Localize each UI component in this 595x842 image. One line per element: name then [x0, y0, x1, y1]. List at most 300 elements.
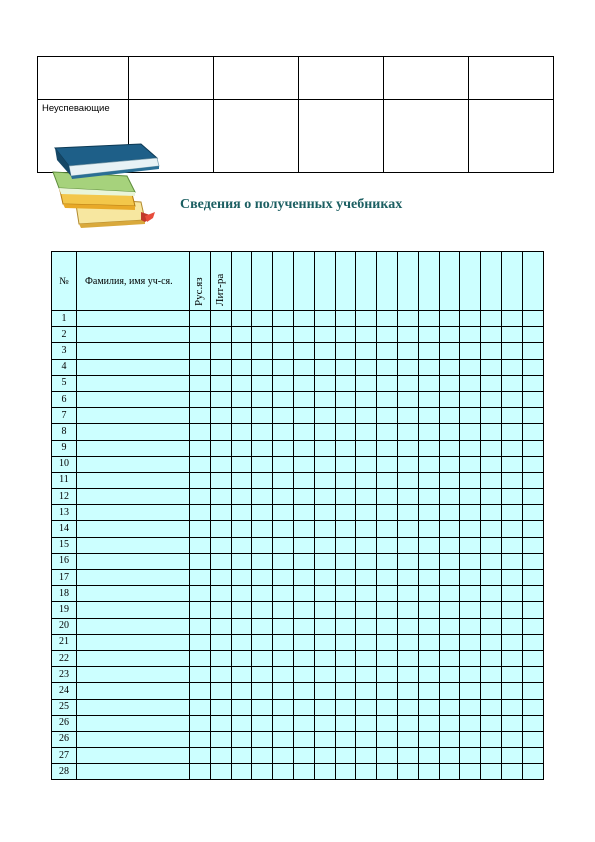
textbook-mark-cell[interactable] [481, 375, 502, 391]
student-name-cell[interactable] [77, 327, 190, 343]
textbook-mark-cell[interactable] [252, 311, 273, 327]
textbook-mark-cell[interactable] [314, 634, 335, 650]
textbook-mark-cell[interactable] [377, 586, 398, 602]
textbook-mark-cell[interactable] [210, 731, 231, 747]
textbook-mark-cell[interactable] [293, 505, 314, 521]
textbook-mark-cell[interactable] [273, 553, 294, 569]
textbook-mark-cell[interactable] [252, 375, 273, 391]
textbook-mark-cell[interactable] [252, 424, 273, 440]
textbook-mark-cell[interactable] [210, 327, 231, 343]
textbook-mark-cell[interactable] [273, 537, 294, 553]
textbook-mark-cell[interactable] [335, 505, 356, 521]
student-name-cell[interactable] [77, 683, 190, 699]
textbook-mark-cell[interactable] [210, 618, 231, 634]
textbook-mark-cell[interactable] [460, 440, 481, 456]
student-name-cell[interactable] [77, 764, 190, 780]
textbook-mark-cell[interactable] [501, 440, 522, 456]
textbook-mark-cell[interactable] [377, 764, 398, 780]
textbook-mark-cell[interactable] [273, 505, 294, 521]
textbook-mark-cell[interactable] [231, 667, 252, 683]
student-name-cell[interactable] [77, 553, 190, 569]
textbook-mark-cell[interactable] [335, 748, 356, 764]
textbook-mark-cell[interactable] [190, 472, 211, 488]
textbook-mark-cell[interactable] [501, 570, 522, 586]
textbook-mark-cell[interactable] [252, 570, 273, 586]
textbook-mark-cell[interactable] [439, 650, 460, 666]
textbook-mark-cell[interactable] [501, 375, 522, 391]
textbook-mark-cell[interactable] [273, 618, 294, 634]
textbook-mark-cell[interactable] [252, 715, 273, 731]
textbook-mark-cell[interactable] [231, 731, 252, 747]
textbook-mark-cell[interactable] [335, 553, 356, 569]
textbook-mark-cell[interactable] [252, 505, 273, 521]
textbook-mark-cell[interactable] [231, 764, 252, 780]
textbook-mark-cell[interactable] [190, 489, 211, 505]
textbook-mark-cell[interactable] [397, 683, 418, 699]
textbook-mark-cell[interactable] [439, 440, 460, 456]
textbook-mark-cell[interactable] [293, 683, 314, 699]
student-name-cell[interactable] [77, 634, 190, 650]
textbook-mark-cell[interactable] [190, 764, 211, 780]
textbook-mark-cell[interactable] [293, 521, 314, 537]
textbook-mark-cell[interactable] [210, 715, 231, 731]
textbook-mark-cell[interactable] [231, 375, 252, 391]
textbook-mark-cell[interactable] [210, 505, 231, 521]
textbook-mark-cell[interactable] [252, 602, 273, 618]
textbook-mark-cell[interactable] [460, 505, 481, 521]
textbook-mark-cell[interactable] [397, 327, 418, 343]
textbook-mark-cell[interactable] [335, 650, 356, 666]
textbook-mark-cell[interactable] [231, 391, 252, 407]
textbook-mark-cell[interactable] [252, 391, 273, 407]
textbook-mark-cell[interactable] [210, 456, 231, 472]
textbook-mark-cell[interactable] [377, 748, 398, 764]
student-name-cell[interactable] [77, 311, 190, 327]
textbook-mark-cell[interactable] [439, 537, 460, 553]
textbook-mark-cell[interactable] [210, 764, 231, 780]
textbook-mark-cell[interactable] [252, 456, 273, 472]
textbook-mark-cell[interactable] [460, 391, 481, 407]
textbook-mark-cell[interactable] [273, 343, 294, 359]
textbook-mark-cell[interactable] [231, 521, 252, 537]
textbook-mark-cell[interactable] [418, 391, 439, 407]
textbook-mark-cell[interactable] [439, 667, 460, 683]
textbook-mark-cell[interactable] [481, 391, 502, 407]
textbook-mark-cell[interactable] [293, 343, 314, 359]
textbook-mark-cell[interactable] [293, 456, 314, 472]
textbook-mark-cell[interactable] [377, 618, 398, 634]
textbook-mark-cell[interactable] [231, 602, 252, 618]
textbook-mark-cell[interactable] [314, 343, 335, 359]
textbook-mark-cell[interactable] [252, 731, 273, 747]
textbook-mark-cell[interactable] [356, 748, 377, 764]
textbook-mark-cell[interactable] [273, 683, 294, 699]
textbook-mark-cell[interactable] [439, 618, 460, 634]
textbook-mark-cell[interactable] [252, 440, 273, 456]
textbook-mark-cell[interactable] [190, 715, 211, 731]
textbook-mark-cell[interactable] [418, 731, 439, 747]
textbook-mark-cell[interactable] [377, 505, 398, 521]
textbook-mark-cell[interactable] [252, 748, 273, 764]
textbook-mark-cell[interactable] [501, 391, 522, 407]
textbook-mark-cell[interactable] [314, 537, 335, 553]
textbook-mark-cell[interactable] [356, 634, 377, 650]
textbook-mark-cell[interactable] [314, 440, 335, 456]
textbook-mark-cell[interactable] [314, 553, 335, 569]
textbook-mark-cell[interactable] [273, 731, 294, 747]
textbook-mark-cell[interactable] [481, 408, 502, 424]
textbook-mark-cell[interactable] [314, 731, 335, 747]
textbook-mark-cell[interactable] [418, 537, 439, 553]
student-name-cell[interactable] [77, 408, 190, 424]
textbook-mark-cell[interactable] [210, 699, 231, 715]
textbook-mark-cell[interactable] [231, 586, 252, 602]
textbook-mark-cell[interactable] [335, 764, 356, 780]
textbook-mark-cell[interactable] [356, 715, 377, 731]
textbook-mark-cell[interactable] [397, 570, 418, 586]
textbook-mark-cell[interactable] [501, 359, 522, 375]
textbook-mark-cell[interactable] [439, 472, 460, 488]
textbook-mark-cell[interactable] [190, 699, 211, 715]
textbook-mark-cell[interactable] [314, 311, 335, 327]
textbook-mark-cell[interactable] [335, 634, 356, 650]
textbook-mark-cell[interactable] [397, 715, 418, 731]
textbook-mark-cell[interactable] [314, 489, 335, 505]
textbook-mark-cell[interactable] [335, 359, 356, 375]
textbook-mark-cell[interactable] [293, 699, 314, 715]
textbook-mark-cell[interactable] [418, 699, 439, 715]
textbook-mark-cell[interactable] [501, 311, 522, 327]
textbook-mark-cell[interactable] [252, 699, 273, 715]
textbook-mark-cell[interactable] [460, 683, 481, 699]
textbook-mark-cell[interactable] [210, 311, 231, 327]
textbook-mark-cell[interactable] [210, 537, 231, 553]
textbook-mark-cell[interactable] [522, 731, 543, 747]
student-name-cell[interactable] [77, 489, 190, 505]
textbook-mark-cell[interactable] [460, 650, 481, 666]
textbook-mark-cell[interactable] [377, 731, 398, 747]
textbook-mark-cell[interactable] [273, 570, 294, 586]
textbook-mark-cell[interactable] [356, 311, 377, 327]
textbook-mark-cell[interactable] [522, 667, 543, 683]
textbook-mark-cell[interactable] [522, 748, 543, 764]
textbook-mark-cell[interactable] [501, 715, 522, 731]
textbook-mark-cell[interactable] [356, 586, 377, 602]
textbook-mark-cell[interactable] [397, 472, 418, 488]
textbook-mark-cell[interactable] [481, 327, 502, 343]
textbook-mark-cell[interactable] [481, 586, 502, 602]
textbook-mark-cell[interactable] [460, 521, 481, 537]
textbook-mark-cell[interactable] [522, 343, 543, 359]
textbook-mark-cell[interactable] [460, 764, 481, 780]
textbook-mark-cell[interactable] [501, 456, 522, 472]
textbook-mark-cell[interactable] [481, 311, 502, 327]
textbook-mark-cell[interactable] [522, 715, 543, 731]
textbook-mark-cell[interactable] [293, 375, 314, 391]
textbook-mark-cell[interactable] [439, 553, 460, 569]
textbook-mark-cell[interactable] [335, 699, 356, 715]
textbook-mark-cell[interactable] [522, 699, 543, 715]
textbook-mark-cell[interactable] [314, 650, 335, 666]
textbook-mark-cell[interactable] [481, 699, 502, 715]
textbook-mark-cell[interactable] [210, 440, 231, 456]
textbook-mark-cell[interactable] [377, 553, 398, 569]
textbook-mark-cell[interactable] [377, 327, 398, 343]
textbook-mark-cell[interactable] [397, 748, 418, 764]
textbook-mark-cell[interactable] [273, 311, 294, 327]
textbook-mark-cell[interactable] [252, 537, 273, 553]
textbook-mark-cell[interactable] [377, 408, 398, 424]
textbook-mark-cell[interactable] [314, 764, 335, 780]
textbook-mark-cell[interactable] [210, 586, 231, 602]
textbook-mark-cell[interactable] [501, 327, 522, 343]
textbook-mark-cell[interactable] [252, 489, 273, 505]
textbook-mark-cell[interactable] [418, 489, 439, 505]
textbook-mark-cell[interactable] [418, 683, 439, 699]
textbook-mark-cell[interactable] [190, 602, 211, 618]
student-name-cell[interactable] [77, 586, 190, 602]
textbook-mark-cell[interactable] [439, 699, 460, 715]
student-name-cell[interactable] [77, 537, 190, 553]
textbook-mark-cell[interactable] [397, 731, 418, 747]
textbook-mark-cell[interactable] [190, 343, 211, 359]
textbook-mark-cell[interactable] [335, 440, 356, 456]
textbook-mark-cell[interactable] [501, 505, 522, 521]
textbook-mark-cell[interactable] [377, 359, 398, 375]
textbook-mark-cell[interactable] [293, 537, 314, 553]
textbook-mark-cell[interactable] [210, 343, 231, 359]
textbook-mark-cell[interactable] [439, 391, 460, 407]
textbook-mark-cell[interactable] [481, 505, 502, 521]
textbook-mark-cell[interactable] [522, 586, 543, 602]
textbook-mark-cell[interactable] [501, 521, 522, 537]
textbook-mark-cell[interactable] [231, 359, 252, 375]
textbook-mark-cell[interactable] [335, 327, 356, 343]
textbook-mark-cell[interactable] [314, 748, 335, 764]
textbook-mark-cell[interactable] [356, 505, 377, 521]
textbook-mark-cell[interactable] [356, 456, 377, 472]
textbook-mark-cell[interactable] [522, 440, 543, 456]
textbook-mark-cell[interactable] [418, 634, 439, 650]
student-name-cell[interactable] [77, 650, 190, 666]
textbook-mark-cell[interactable] [231, 327, 252, 343]
textbook-mark-cell[interactable] [377, 391, 398, 407]
textbook-mark-cell[interactable] [481, 489, 502, 505]
textbook-mark-cell[interactable] [293, 748, 314, 764]
textbook-mark-cell[interactable] [190, 505, 211, 521]
textbook-mark-cell[interactable] [190, 731, 211, 747]
textbook-mark-cell[interactable] [501, 683, 522, 699]
textbook-mark-cell[interactable] [418, 343, 439, 359]
textbook-mark-cell[interactable] [356, 537, 377, 553]
textbook-mark-cell[interactable] [273, 472, 294, 488]
textbook-mark-cell[interactable] [314, 456, 335, 472]
textbook-mark-cell[interactable] [460, 472, 481, 488]
textbook-mark-cell[interactable] [356, 618, 377, 634]
textbook-mark-cell[interactable] [293, 311, 314, 327]
textbook-mark-cell[interactable] [397, 359, 418, 375]
textbook-mark-cell[interactable] [377, 667, 398, 683]
textbook-mark-cell[interactable] [377, 570, 398, 586]
textbook-mark-cell[interactable] [335, 570, 356, 586]
textbook-mark-cell[interactable] [231, 570, 252, 586]
textbook-mark-cell[interactable] [397, 553, 418, 569]
textbook-mark-cell[interactable] [481, 343, 502, 359]
textbook-mark-cell[interactable] [210, 472, 231, 488]
textbook-mark-cell[interactable] [522, 553, 543, 569]
textbook-mark-cell[interactable] [397, 602, 418, 618]
textbook-mark-cell[interactable] [190, 327, 211, 343]
textbook-mark-cell[interactable] [418, 440, 439, 456]
textbook-mark-cell[interactable] [397, 586, 418, 602]
textbook-mark-cell[interactable] [273, 667, 294, 683]
textbook-mark-cell[interactable] [481, 472, 502, 488]
textbook-mark-cell[interactable] [522, 359, 543, 375]
textbook-mark-cell[interactable] [418, 618, 439, 634]
textbook-mark-cell[interactable] [210, 424, 231, 440]
textbook-mark-cell[interactable] [439, 424, 460, 440]
textbook-mark-cell[interactable] [190, 650, 211, 666]
textbook-mark-cell[interactable] [252, 343, 273, 359]
textbook-mark-cell[interactable] [481, 748, 502, 764]
textbook-mark-cell[interactable] [481, 424, 502, 440]
textbook-mark-cell[interactable] [439, 489, 460, 505]
textbook-mark-cell[interactable] [231, 699, 252, 715]
textbook-mark-cell[interactable] [501, 586, 522, 602]
textbook-mark-cell[interactable] [210, 650, 231, 666]
textbook-mark-cell[interactable] [210, 521, 231, 537]
textbook-mark-cell[interactable] [335, 586, 356, 602]
textbook-mark-cell[interactable] [397, 618, 418, 634]
textbook-mark-cell[interactable] [210, 634, 231, 650]
textbook-mark-cell[interactable] [481, 521, 502, 537]
textbook-mark-cell[interactable] [439, 586, 460, 602]
textbook-mark-cell[interactable] [293, 650, 314, 666]
textbook-mark-cell[interactable] [418, 359, 439, 375]
textbook-mark-cell[interactable] [293, 472, 314, 488]
textbook-mark-cell[interactable] [335, 391, 356, 407]
textbook-mark-cell[interactable] [314, 715, 335, 731]
textbook-mark-cell[interactable] [190, 311, 211, 327]
textbook-mark-cell[interactable] [210, 570, 231, 586]
textbook-mark-cell[interactable] [522, 311, 543, 327]
textbook-mark-cell[interactable] [314, 570, 335, 586]
textbook-mark-cell[interactable] [314, 505, 335, 521]
textbook-mark-cell[interactable] [481, 553, 502, 569]
textbook-mark-cell[interactable] [377, 311, 398, 327]
textbook-mark-cell[interactable] [293, 553, 314, 569]
textbook-mark-cell[interactable] [273, 359, 294, 375]
textbook-mark-cell[interactable] [210, 683, 231, 699]
textbook-mark-cell[interactable] [397, 456, 418, 472]
textbook-mark-cell[interactable] [356, 408, 377, 424]
textbook-mark-cell[interactable] [418, 505, 439, 521]
textbook-mark-cell[interactable] [190, 586, 211, 602]
textbook-mark-cell[interactable] [418, 472, 439, 488]
textbook-mark-cell[interactable] [439, 570, 460, 586]
student-name-cell[interactable] [77, 440, 190, 456]
textbook-mark-cell[interactable] [501, 343, 522, 359]
textbook-mark-cell[interactable] [501, 731, 522, 747]
textbook-mark-cell[interactable] [460, 715, 481, 731]
textbook-mark-cell[interactable] [501, 472, 522, 488]
textbook-mark-cell[interactable] [460, 618, 481, 634]
student-name-cell[interactable] [77, 602, 190, 618]
textbook-mark-cell[interactable] [418, 586, 439, 602]
textbook-mark-cell[interactable] [293, 570, 314, 586]
textbook-mark-cell[interactable] [335, 375, 356, 391]
textbook-mark-cell[interactable] [377, 521, 398, 537]
textbook-mark-cell[interactable] [293, 586, 314, 602]
textbook-mark-cell[interactable] [231, 343, 252, 359]
textbook-mark-cell[interactable] [460, 570, 481, 586]
textbook-mark-cell[interactable] [439, 683, 460, 699]
textbook-mark-cell[interactable] [335, 602, 356, 618]
textbook-mark-cell[interactable] [335, 343, 356, 359]
textbook-mark-cell[interactable] [481, 764, 502, 780]
textbook-mark-cell[interactable] [273, 408, 294, 424]
textbook-mark-cell[interactable] [460, 343, 481, 359]
textbook-mark-cell[interactable] [231, 553, 252, 569]
student-name-cell[interactable] [77, 570, 190, 586]
textbook-mark-cell[interactable] [356, 375, 377, 391]
textbook-mark-cell[interactable] [377, 602, 398, 618]
textbook-mark-cell[interactable] [252, 764, 273, 780]
textbook-mark-cell[interactable] [439, 634, 460, 650]
textbook-mark-cell[interactable] [377, 440, 398, 456]
textbook-mark-cell[interactable] [293, 408, 314, 424]
textbook-mark-cell[interactable] [397, 489, 418, 505]
textbook-mark-cell[interactable] [314, 424, 335, 440]
textbook-mark-cell[interactable] [418, 424, 439, 440]
textbook-mark-cell[interactable] [418, 650, 439, 666]
textbook-mark-cell[interactable] [397, 521, 418, 537]
textbook-mark-cell[interactable] [522, 602, 543, 618]
student-name-cell[interactable] [77, 359, 190, 375]
textbook-mark-cell[interactable] [314, 472, 335, 488]
textbook-mark-cell[interactable] [522, 634, 543, 650]
textbook-mark-cell[interactable] [377, 683, 398, 699]
textbook-mark-cell[interactable] [377, 343, 398, 359]
textbook-mark-cell[interactable] [418, 553, 439, 569]
textbook-mark-cell[interactable] [356, 472, 377, 488]
textbook-mark-cell[interactable] [460, 537, 481, 553]
textbook-mark-cell[interactable] [293, 667, 314, 683]
textbook-mark-cell[interactable] [356, 570, 377, 586]
textbook-mark-cell[interactable] [190, 618, 211, 634]
textbook-mark-cell[interactable] [356, 699, 377, 715]
textbook-mark-cell[interactable] [252, 650, 273, 666]
textbook-mark-cell[interactable] [522, 472, 543, 488]
textbook-mark-cell[interactable] [273, 391, 294, 407]
textbook-mark-cell[interactable] [231, 634, 252, 650]
textbook-mark-cell[interactable] [418, 375, 439, 391]
textbook-mark-cell[interactable] [273, 748, 294, 764]
textbook-mark-cell[interactable] [501, 748, 522, 764]
textbook-mark-cell[interactable] [439, 521, 460, 537]
textbook-mark-cell[interactable] [273, 521, 294, 537]
textbook-mark-cell[interactable] [460, 424, 481, 440]
textbook-mark-cell[interactable] [522, 408, 543, 424]
textbook-mark-cell[interactable] [356, 440, 377, 456]
textbook-mark-cell[interactable] [335, 456, 356, 472]
textbook-mark-cell[interactable] [481, 602, 502, 618]
student-name-cell[interactable] [77, 715, 190, 731]
textbook-mark-cell[interactable] [439, 327, 460, 343]
textbook-mark-cell[interactable] [481, 650, 502, 666]
textbook-mark-cell[interactable] [190, 634, 211, 650]
textbook-mark-cell[interactable] [522, 489, 543, 505]
